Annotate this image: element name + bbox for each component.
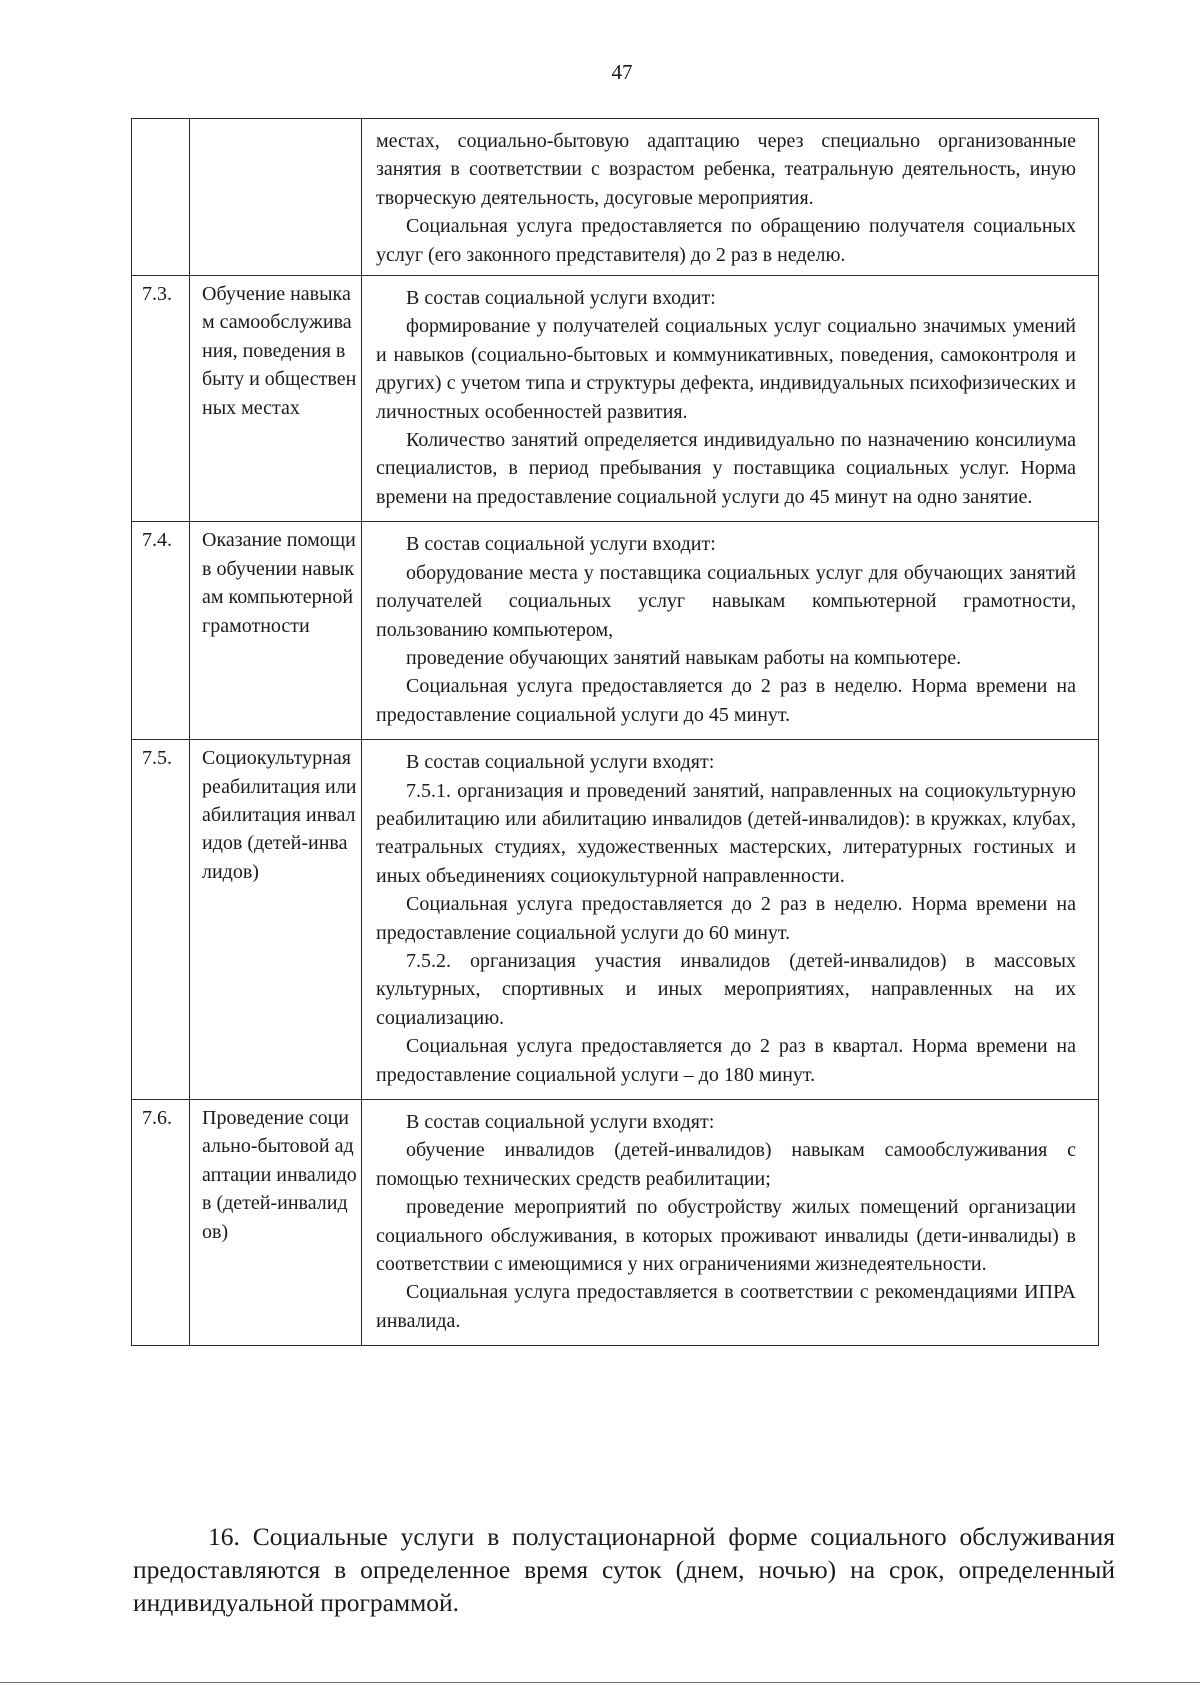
table-row xyxy=(132,1100,1099,1346)
description-paragraph: проведение мероприятий по обустройству жилых помещений организации социального обслуживания, в которых проживают инвалиды (дети-инвалиды) в соответствии с имеющимися у них ограничениями жизнедеятельности. xyxy=(376,1196,1076,1276)
page-number: 47 xyxy=(611,60,633,84)
description-paragraph: Социальная услуга предоставляется в соответствии с рекомендациями ИПРА инвалида. xyxy=(376,1281,1076,1332)
row-number-cell xyxy=(132,119,190,276)
service-description-cell xyxy=(362,522,1099,740)
description-paragraph: 7.5.2. организация участия инвалидов (детей-инвалидов) в массовых культурных, спортивных и иных мероприятиях, направленных на их социализацию. xyxy=(376,949,1076,1029)
service-name-cell: Проведение социально-бытовой адаптации инвалидов (детей-инвалидов) xyxy=(190,1100,362,1346)
description-paragraph: Социальная услуга предоставляется по обращению получателя социальных услуг (его законного представителя) до 2 раз в неделю. xyxy=(376,215,1076,266)
service-description-cell xyxy=(362,1100,1099,1346)
description-paragraph: В состав социальной услуги входит: xyxy=(406,287,716,310)
description-paragraph: Социальная услуга предоставляется до 2 раз в неделю. Норма времени на предоставление социальной услуги до 45 минут. xyxy=(376,675,1076,726)
row-number-cell: 7.5. xyxy=(132,740,190,1100)
table-row-continuation xyxy=(132,119,1099,276)
row-number-cell: 7.3. xyxy=(132,276,190,522)
description-paragraph: Социальная услуга предоставляется до 2 раз в неделю. Норма времени на предоставление социальной услуги до 60 минут. xyxy=(376,893,1076,944)
services-table xyxy=(131,118,1099,1346)
section-16-paragraph: 16. Социальные услуги в полустационарной форме социального обслуживания предоставляются в определенное время суток (днем, ночью) на срок, определенный индивидуальной программой. xyxy=(133,1522,1115,1617)
description-paragraph: формирование у получателей социальных услуг социально значимых умений и навыков (социально-бытовых и коммуникативных, поведения, самоконтроля и других) с учетом типа и структуры дефекта, индивидуальных психофизических и личностных особенностей развития. xyxy=(376,315,1076,423)
description-paragraph: Социальная услуга предоставляется до 2 раз в квартал. Норма времени на предоставление социальной услуги – до 180 минут. xyxy=(376,1035,1076,1086)
table-row xyxy=(132,276,1099,522)
description-paragraph: В состав социальной услуги входят: xyxy=(406,751,715,774)
service-description-cell xyxy=(362,740,1099,1100)
description-paragraph: В состав социальной услуги входят: xyxy=(406,1111,715,1133)
description-paragraph: обучение инвалидов (детей-инвалидов) навыкам самообслуживания с помощью технических средств реабилитации; xyxy=(376,1139,1076,1190)
table-row xyxy=(132,740,1099,1100)
description-paragraph: местах, социально-бытовую адаптацию через специально организованные занятия в соответствии с возрастом ребенка, театральную деятельность, иную творческую деятельность, досуговые мероприятия. xyxy=(376,130,1076,209)
description-paragraph: оборудование места у поставщика социальных услуг для обучающих занятий получателей социальных услуг навыкам компьютерной грамотности, пользованию компьютером, xyxy=(376,561,1076,641)
service-name-cell: Обучение навыкам самообслуживания, поведения в быту и общественных местах xyxy=(190,276,362,522)
service-name-cell xyxy=(190,119,362,276)
service-description-cell xyxy=(362,276,1099,522)
table-row xyxy=(132,522,1099,740)
service-description-cell xyxy=(362,119,1099,276)
bottom-scan-edge xyxy=(0,1682,1200,1683)
service-name-cell: Оказание помощи в обучении навыкам компьютерной грамотности xyxy=(190,522,362,740)
service-name-cell: Социокультурная реабилитация или абилитация инвалидов (детей-инвалидов) xyxy=(190,740,362,1100)
row-number-cell: 7.6. xyxy=(132,1100,190,1346)
description-paragraph: Количество занятий определяется индивидуально по назначению консилиума специалистов, в период пребывания у поставщика социальных услуг. Норма времени на предоставление социальной услуги до 45 минут на одно занятие. xyxy=(376,429,1076,508)
row-number-cell: 7.4. xyxy=(132,522,190,740)
description-paragraph: проведение обучающих занятий навыкам работы на компьютере. xyxy=(406,646,962,669)
description-paragraph: 7.5.1. организация и проведений занятий, направленных на социокультурную реабилитацию или абилитацию инвалидов (детей-инвалидов): в кружках, клубах, театральных студиях, художественных мастерских, литературных гостиных и иных объединениях социокультурной направленности. xyxy=(376,779,1076,887)
description-paragraph: В состав социальной услуги входит: xyxy=(406,533,716,556)
